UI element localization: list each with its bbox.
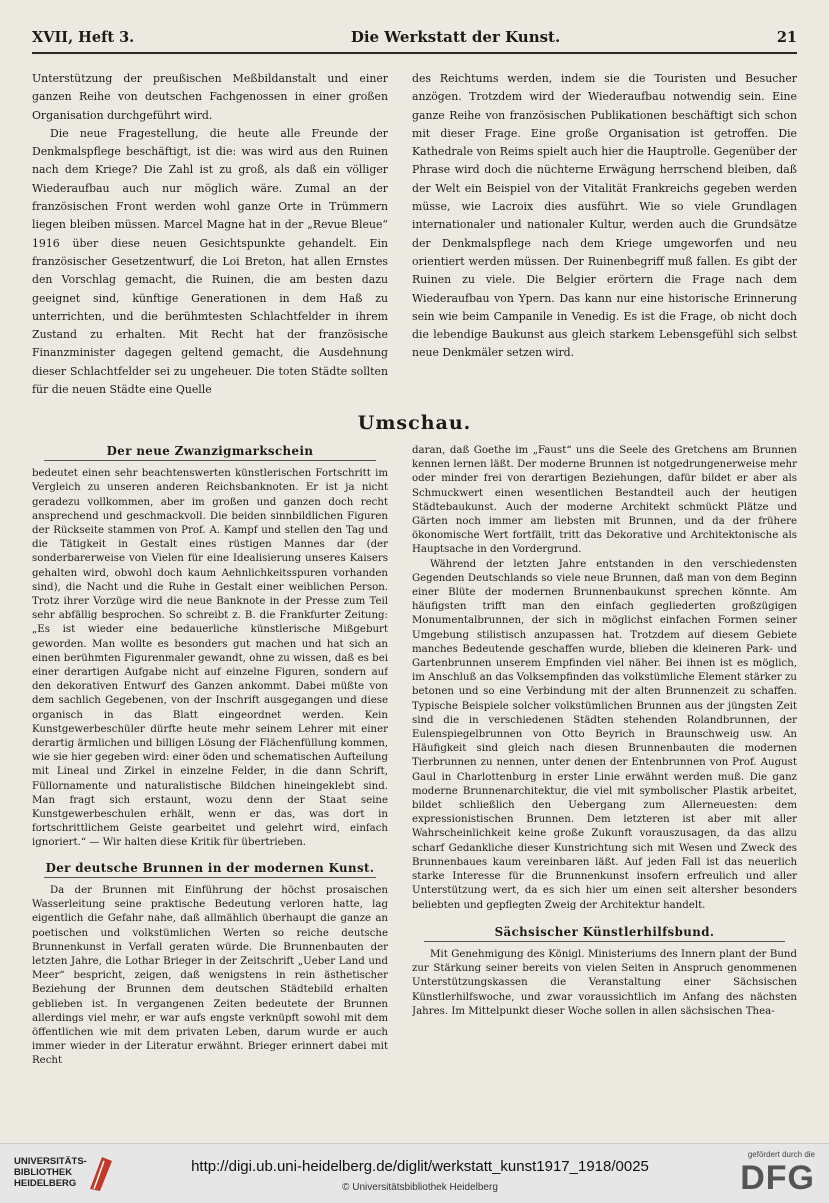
top-right-column <box>412 70 797 400</box>
lower-left-column <box>32 444 388 1122</box>
heading-rule <box>44 460 376 461</box>
copyright-notice: © Universitätsbibliothek Heidelberg <box>342 1182 498 1193</box>
paragraph: daran, daß Goethe im „Faust“ uns die Seele des Gretchens am Brunnen kennen lernen läßt. Der moderne Brunnen ist notgedrungenerweise mehr oder minder frei von derartigen Beziehungen, dafür bildet er aber als Schmuckwert einen wesentlichen Bestandteil auch der heutigen Städtebaukunst. Auch der moderne Architekt schmückt Plätze und Gärten noch immer am liebsten mit Brunnen, und da der frühere ökonomische Wert fortfällt, tritt das Dekorative und Architektonische als Hauptsache in den Vordergrund. <box>412 445 797 556</box>
article-heading: Der deutsche Brunnen in der modernen Kunst. <box>45 860 375 875</box>
paragraph: des Reichtums werden, indem sie die Touristen und Besucher anzögen. Trotzdem wird der Wiederaufbau notwendig sein. Eine ganze Reihe von französischen Publikationen beschäftigt sich schon mit dieser Frage. Eine große Organisation ist getroffen. Die Kathedrale von Reims spielt auch hier die Hauptrolle. Gegenüber der Phrase wird doch die nüchterne Erwägung herrschend bleiben, daß der Welt ein Beispiel von der Vitalität Frankreichs gegeben werden müsse, wie Lacroix dies ausführt. Wie so viele Grundlagen internationaler und nationaler Kultur, werden auch die Grundsätze der Denkmalspflege nach dem Kriege umgeworfen und neu orientiert werden müssen. Der Ruinenbegriff muß fallen. Es gibt der Ruinen zu viele. Die Belgier erörtern die Frage nach dem Wiederaufbau von Ypern. Das kann nur eine historische Erinnerung sein wie beim Campanile in Venedig. Es ist die Frage, ob nicht doch die lebendige Baukunst aus gleich starkem Lebensgefühl sich selbst neue Denkmäler setzen wird. <box>412 72 797 360</box>
permalink-url[interactable]: http://digi.ub.uni-heidelberg.de/diglit/werkstatt_kunst1917_1918/0025 <box>191 1158 649 1175</box>
paragraph: Während der letzten Jahre entstanden in den verschiedensten Gegenden Deutschlands so viele neue Brunnen, daß man von dem Beginn einer Blüte der modernen Brunnenbaukunst sprechen könnte. Am häufigsten trifft man den einfach gegliederten großzügigen Monumentalbrunnen, der sich in möglichst einfachen Formen seiner Umgebung stilistisch anzupassen hat. Trotzdem auf diesem Gebiete manches Bedeutende geschaffen wurde, blieben die kleineren Park- und Gartenbrunnen unserem Empfinden viel näher. Bei ihnen ist es möglich, im Anschluß an das Volksempfinden das volkstümliche Element stärker zu betonen und so eine Verbindung mit der alten Brunnenzeit zu schaffen. Typische Beispiele solcher volkstümlichen Brunnen aus der jüngsten Zeit sind die in verschiedenen Städten stehenden Rolandbrunnen, der Eulenspiegelbrunnen von Otto Beyrich in Braunschweig usw. An Häufigkeit sind gleich nach diesen Brunnenbauten die modernen Tierbrunnen zu nennen, unter denen der Entenbrunnen von Prof. August Gaul in Charlottenburg in erster Linie erwähnt werden muß. Die ganz moderne Brunnenarchitektur, die viel mit symbolischer Plastik arbeitet, bildet schließlich den Uebergang zum Allerneuesten: dem expressionistischen Brunnen. Dem letzteren ist aber mit aller Wahrscheinlichkeit keine große Zukunft vorauszusagen, da das allzu scharf Gedankliche dieser Kunstrichtung sich mit Wesen und Zweck des Brunnenbaues kaum vereinbaren läßt. Auf jeden Fall ist das neuerlich starke Interesse für die Brunnenkunst insofern erfreulich und aller Unterstützung wert, da es sich hier um einen seit altersher besonders beliebten und gepflegten Zweig der Architektur handelt. <box>412 558 797 911</box>
paragraph: Da der Brunnen mit Einführung der höchst prosaischen Wasserleitung seine praktische Bedeutung verloren hatte, lag eigentlich die Gefahr nahe, daß allmählich überhaupt die ganze an poetischen und volkstümlichen Werten so reiche deutsche Brunnenkunst in Verfall geraten würde. Die Brunnenbauten der letzten Jahre, die Lothar Brieger in der Zeitschrift „Ueber Land und Meer“ bespricht, zeigen, daß wenigstens in rein ästhetischer Beziehung der Brunnen dem deutschen Städtebild erhalten geblieben ist. In vergangenen Zeiten bedeutete der Brunnen allerdings viel mehr, er war aufs engste verknüpft sowohl mit dem öffentlichen wie mit dem privaten Leben, darum wurde er auch immer wieder in der Literatur erwähnt. Brieger erinnert dabei mit Recht <box>32 884 388 1067</box>
viewer-footer <box>0 1143 829 1203</box>
heading-rule <box>424 941 785 942</box>
running-header <box>32 24 797 50</box>
page-number: 21 <box>776 28 797 46</box>
top-left-column <box>32 70 388 400</box>
article-heading: Sächsischer Künstlerhilfsbund. <box>494 924 715 939</box>
paragraph: bedeutet einen sehr beachtenswerten künstlerischen Fortschritt im Vergleich zu unseren anderen Reichsbanknoten. Er ist ja nicht geradezu vollkommen, aber im großen und ganzen doch recht ansprechend und geschmackvoll. Die beiden sinnbildlichen Figuren der Rückseite stammen von Prof. A. Kampf und stellen den Tag und die Tätigkeit in Gestalt eines rüstigen Mannes dar (der sonderbarerweise von Vielen für eine Idealisierung unseres Kaisers gehalten wird, obwohl doch kaum Aehnlichkeitsspuren vorhanden sind), die Nacht und die Ruhe in Gestalt einer weiblichen Person. Trotz ihrer Vorzüge wird die neue Banknote in der Presse zum Teil sehr abfällig besprochen. So schreibt z. B. die Frankfurter Zeitung: „Es ist wieder eine bedauerliche künstlerische Mißgeburt geworden. Man wollte es besonders gut machen und hat sich an einen berühmten Figurenmaler gewandt, ohne zu wissen, daß es bei einer derartigen Aufgabe nicht auf einzelne Figuren, sondern auf den dekorativen Entwurf des Ganzen ankommt. Dabei müßte von dem sachlich Gegebenen, von der Inschrift ausgegangen und diese organisch in das Blatt eingeordnet werden. Kein Kunstgewerbeschüler dürfte heute mehr seinem Lehrer mit einer derartig ärmlichen und billigen Lösung der Flächenfüllung kommen, wie sie hier gegeben wird: einer öden und schematischen Aufteilung mit Lineal und Zirkel in einzelne Felder, in die dann Schrift, Füllornamente und naturalistische Bildchen hineingeklebt sind. Man fragt sich erstaunt, wozu denn der Staat seine Kunstgewerbeschulen erhält, wenn er das, was dort in fortschrittlichem Geiste gearbeitet und gelehrt wird, einfach ignoriert.“ — Wir halten diese Kritik für übertrieben. <box>32 468 388 849</box>
lower-right-column <box>412 444 797 1122</box>
library-logo-icon <box>86 1153 116 1193</box>
article-heading: Der neue Zwanzigmarkschein <box>106 444 314 458</box>
heading-rule <box>44 877 376 878</box>
paragraph: Die neue Fragestellung, die heute alle Freunde der Denkmalspflege beschäftigt, ist die: was wird aus den Ruinen nach dem Kriege? Die Zahl ist zu groß, als daß ein völliger Wiederaufbau auch nur möglich wäre. Zumal an der französischen Front werden wohl ganze Orte in Trümmern liegen bleiben müssen. Marcel Magne hat in der „Revue Bleue“ 1916 über diese neuen Gesichtspunkte gehandelt. Ein französischer Gesetzentwurf, die Loi Breton, hat allen Ernstes den Vorschlag gemacht, die Ruinen, die am besten dazu geeignet sind, künftige Generationen in dem Haß zu unterrichten, und die berühmtesten Schlachtfelder in ihrem Zustand zu erhalten. Mit Recht hat der französische Finanzminister dagegen geltend gemacht, die Ausdehnung dieser Schlachtfelder sei zu ungeheuer. Die toten Städte sollten für die neuen Städte eine Quelle <box>32 126 388 397</box>
volume-issue: XVII, Heft 3. <box>32 28 135 46</box>
paragraph: Unterstützung der preußischen Meßbildanstalt und einer ganzen Reihe von deutschen Fachgenossen in einer großen Organisation durchgeführt wird. <box>32 72 388 122</box>
dfg-logo: DFG <box>740 1159 815 1197</box>
paragraph: Mit Genehmigung des Königl. Ministeriums des Innern plant der Bund zur Stärkung seiner bereits von vielen Seiten in Anspruch genommenen Unterstützungskassen die Veranstaltung einer Sächsischen Künstlerhilfswoche, und zwar voraussichtlich im Anfang des nächsten Jahres. Im Mittelpunkt dieser Woche sollen in allen sächsischen Thea- <box>412 948 797 1017</box>
header-rule <box>32 52 797 54</box>
library-logo-text: UNIVERSITÄTS- BIBLIOTHEK HEIDELBERG <box>14 1156 87 1189</box>
journal-title: Die Werkstatt der Kunst. <box>350 28 561 46</box>
funded-by-text: gefördert durch die <box>747 1150 815 1159</box>
section-title: Umschau. <box>357 412 472 434</box>
